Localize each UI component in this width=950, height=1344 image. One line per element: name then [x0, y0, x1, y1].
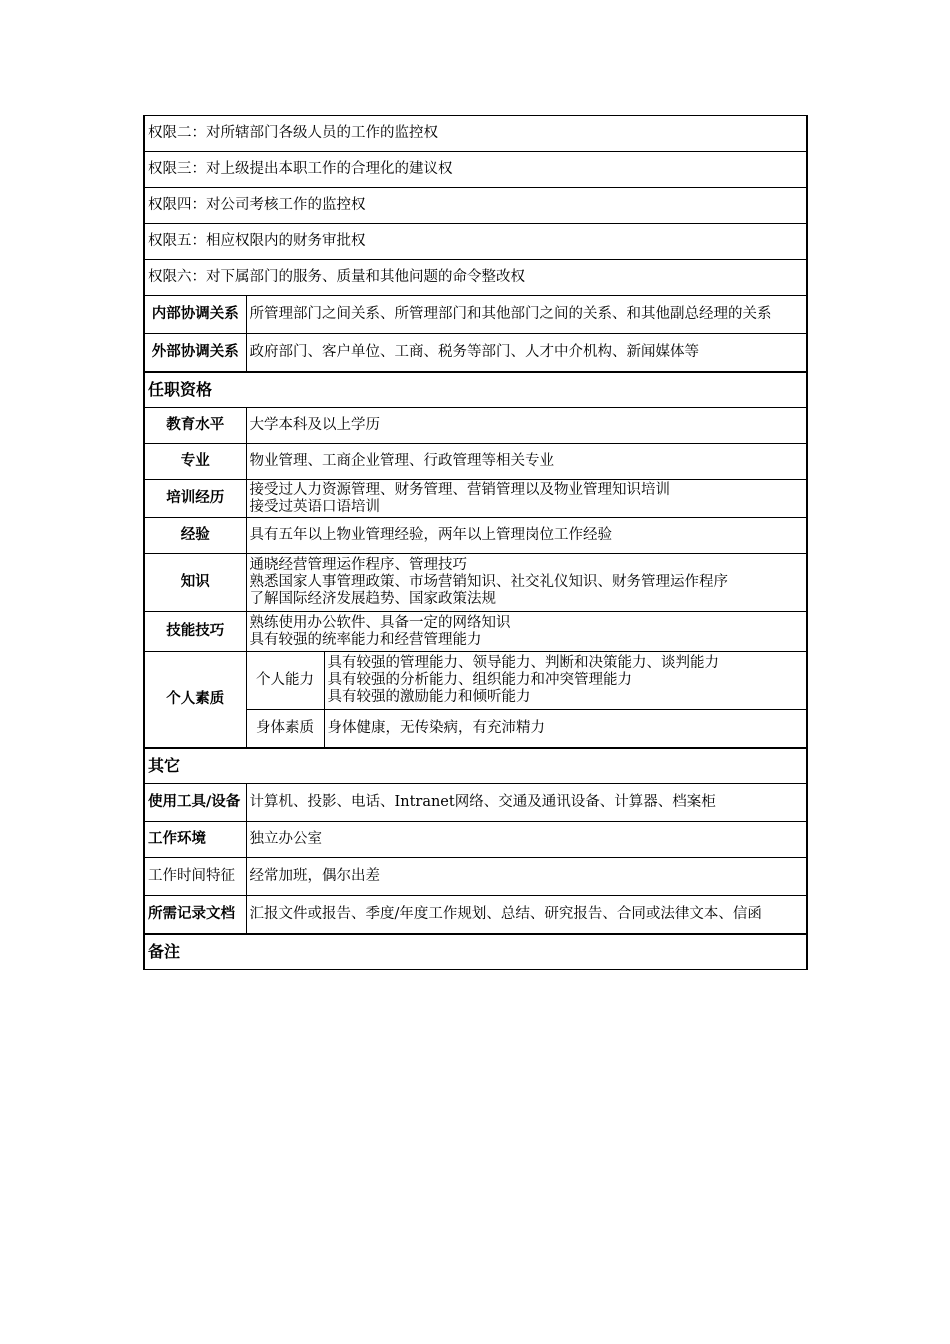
internal-coordination-value: 所管理部门之间关系、所管理部门和其他部门之间的关系、和其他副总经理的关系: [246, 296, 807, 334]
authority-row-3: 权限三：对上级提出本职工作的合理化的建议权: [144, 152, 807, 188]
notes-heading: 备注: [144, 934, 807, 970]
knowledge-line: 了解国际经济发展趋势、国家政策法规: [249, 591, 496, 607]
personal-quality-label: 个人素质: [144, 652, 246, 748]
education-value: 大学本科及以上学历: [246, 408, 807, 444]
education-label: 教育水平: [144, 408, 246, 444]
skills-line: 具有较强的统率能力和经营管理能力: [249, 631, 482, 648]
skills-value: [246, 612, 807, 652]
skills-label: 技能技巧: [144, 612, 246, 652]
ability-line: 具有较强的管理能力、领导能力、判断和决策能力、谈判能力: [327, 655, 719, 671]
external-coordination-value: 政府部门、客户单位、工商、税务等部门、人才中介机构、新闻媒体等: [246, 334, 807, 372]
knowledge-line: 通晓经营管理运作程序、管理技巧: [249, 557, 467, 573]
skills-line: 熟练使用办公软件、具备一定的网络知识: [249, 614, 511, 631]
job-description-table: [143, 115, 808, 970]
experience-value: 具有五年以上物业管理经验，两年以上管理岗位工作经验: [246, 518, 807, 554]
tools-value: 计算机、投影、电话、Intranet网络、交通及通讯设备、计算器、档案柜: [246, 784, 807, 822]
major-label: 专业: [144, 444, 246, 480]
training-value: [246, 480, 807, 518]
records-value: 汇报文件或报告、季度/年度工作规划、总结、研究报告、合同或法律文本、信函: [246, 896, 807, 934]
authority-row-5: 权限五：相应权限内的财务审批权: [144, 224, 807, 260]
external-coordination-label: 外部协调关系: [144, 334, 246, 372]
training-line: 接受过人力资源管理、财务管理、营销管理以及物业管理知识培训: [249, 481, 670, 498]
work-time-label: 工作时间特征: [144, 858, 246, 896]
environment-value: 独立办公室: [246, 822, 807, 858]
authority-row-4: 权限四：对公司考核工作的监控权: [144, 188, 807, 224]
internal-coordination-label: 内部协调关系: [144, 296, 246, 334]
ability-line: 具有较强的激励能力和倾听能力: [327, 689, 531, 705]
ability-label: 个人能力: [246, 652, 324, 710]
experience-label: 经验: [144, 518, 246, 554]
authority-row-2: 权限二：对所辖部门各级人员的工作的监控权: [144, 116, 807, 152]
ability-line: 具有较强的分析能力、组织能力和冲突管理能力: [327, 672, 632, 688]
qualifications-heading: 任职资格: [144, 372, 807, 408]
other-heading: 其它: [144, 748, 807, 784]
training-label: 培训经历: [144, 480, 246, 518]
work-time-value: 经常加班，偶尔出差: [246, 858, 807, 896]
physical-label: 身体素质: [246, 710, 324, 748]
knowledge-label: 知识: [144, 554, 246, 612]
knowledge-value: [246, 554, 807, 612]
job-description-document: [143, 115, 806, 970]
environment-label: 工作环境: [144, 822, 246, 858]
knowledge-line: 熟悉国家人事管理政策、市场营销知识、社交礼仪知识、财务管理运作程序: [249, 574, 728, 590]
authority-row-6: 权限六：对下属部门的服务、质量和其他问题的命令整改权: [144, 260, 807, 296]
tools-label: 使用工具/设备: [144, 784, 246, 822]
physical-value: 身体健康，无传染病，有充沛精力: [324, 710, 807, 748]
major-value: 物业管理、工商企业管理、行政管理等相关专业: [246, 444, 807, 480]
records-label: 所需记录文档: [144, 896, 246, 934]
training-line: 接受过英语口语培训: [249, 498, 380, 515]
ability-value: [324, 652, 807, 710]
